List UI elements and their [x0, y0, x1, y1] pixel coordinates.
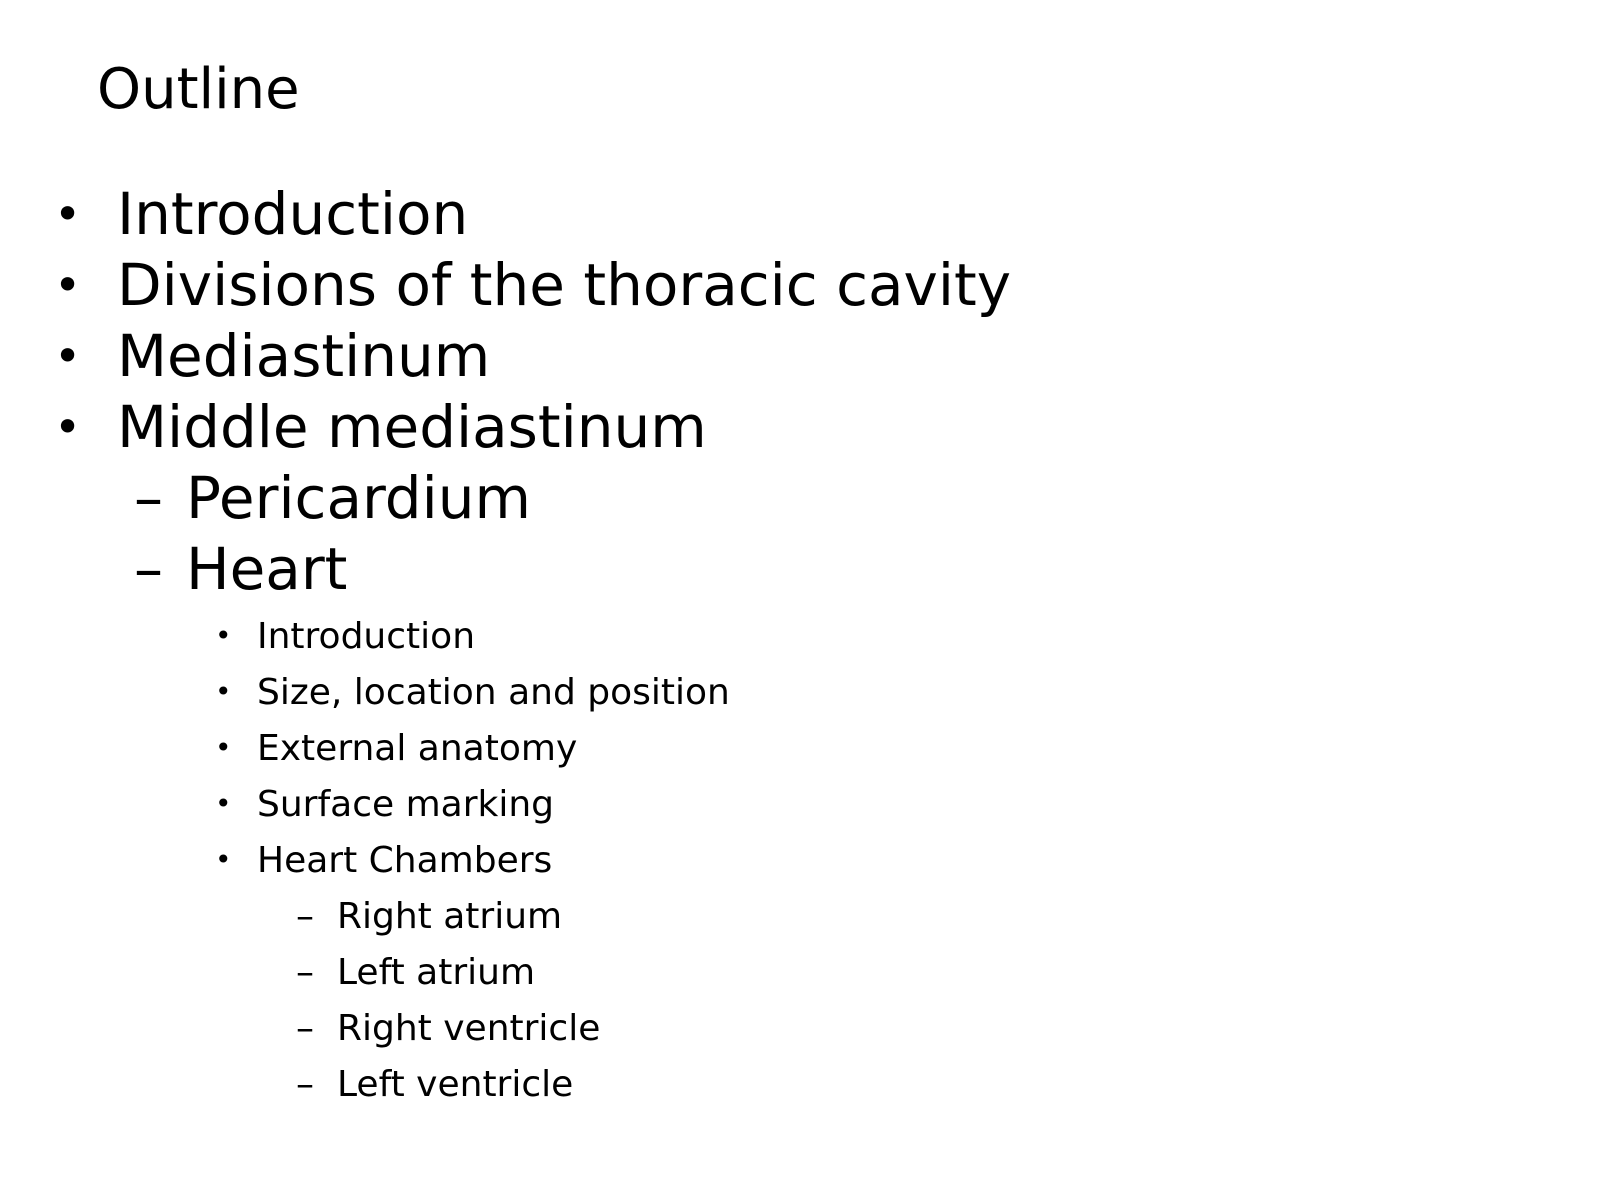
outline-item-text: Right atrium [337, 896, 563, 937]
bullet-marker: • [215, 675, 232, 708]
outline-item-text: Left atrium [337, 952, 536, 993]
outline-item-text: Middle mediastinum [117, 393, 707, 461]
outline-item-text: Left ventricle [337, 1064, 574, 1105]
slide-title: Outline [97, 57, 300, 122]
dash-marker: – [296, 1008, 314, 1049]
bullet-marker: • [54, 400, 82, 454]
outline-item-text: Divisions of the thoracic cavity [117, 251, 1012, 319]
bullet-marker: • [54, 258, 82, 312]
outline-item-text: Heart [186, 535, 348, 603]
outline-item-text: Heart Chambers [257, 840, 553, 881]
outline-item-text: Pericardium [186, 464, 531, 532]
bullet-marker: • [215, 787, 232, 820]
outline-item-text: Introduction [257, 616, 476, 657]
dash-marker: – [134, 464, 163, 532]
outline-item-text: Surface marking [257, 784, 555, 825]
outline-item-text: Size, location and position [257, 672, 730, 713]
dash-marker: – [134, 535, 163, 603]
outline-item-text: Introduction [117, 180, 469, 248]
bullet-marker: • [215, 843, 232, 876]
dash-marker: – [296, 896, 314, 937]
dash-marker: – [296, 952, 314, 993]
bullet-marker: • [54, 329, 82, 383]
dash-marker: – [296, 1064, 314, 1105]
outline-item-text: Mediastinum [117, 322, 491, 390]
bullet-marker: • [54, 187, 82, 241]
outline-item-text: Right ventricle [337, 1008, 601, 1049]
outline-item-text: External anatomy [257, 728, 578, 769]
bullet-marker: • [215, 619, 232, 652]
bullet-marker: • [215, 731, 232, 764]
